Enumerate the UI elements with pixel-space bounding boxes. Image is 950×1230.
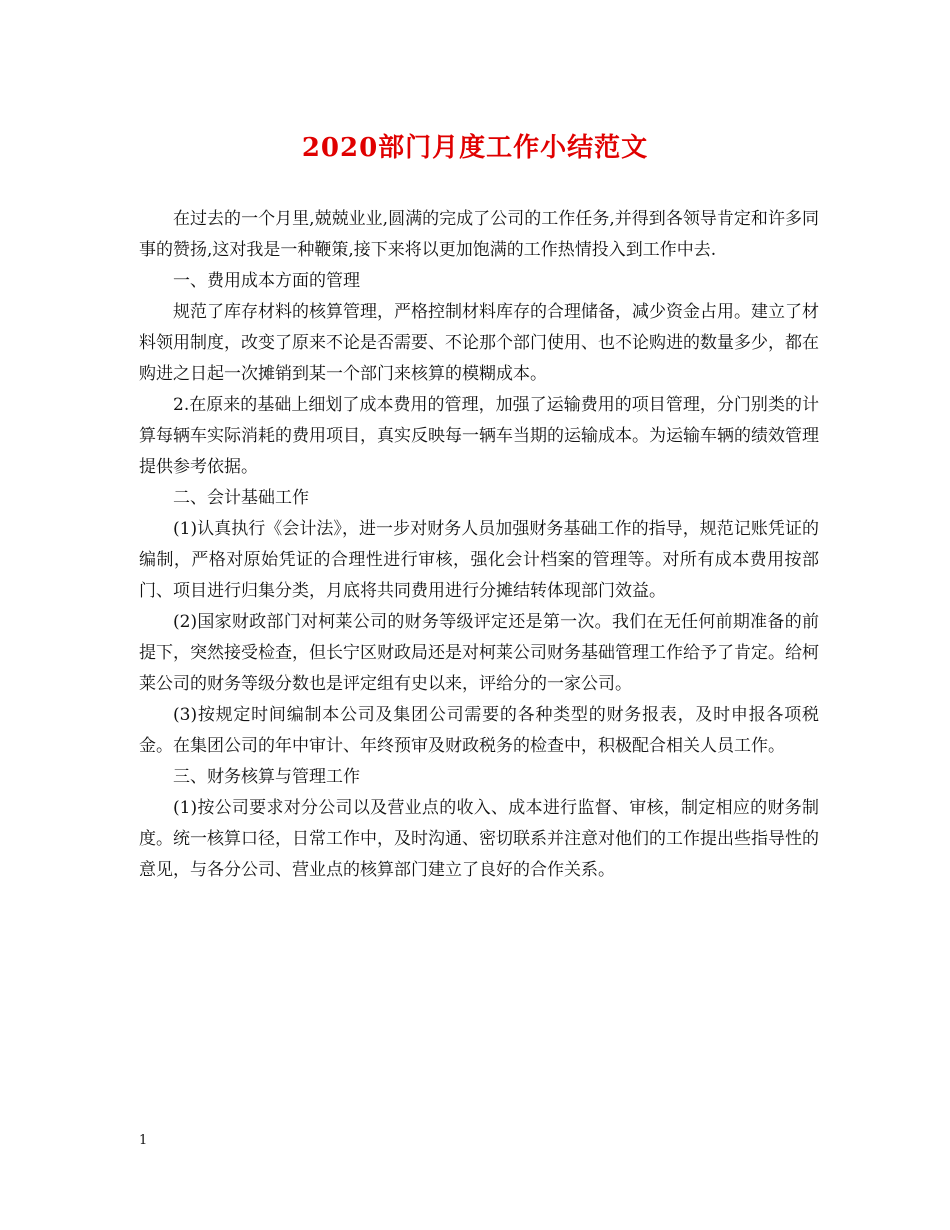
paragraph-intro: 在过去的一个月里,兢兢业业,圆满的完成了公司的工作任务,并得到各领导肯定和许多同事的赞扬,这对我是一种鞭策,接下来将以更加饱满的工作热情投入到工作中去. xyxy=(139,209,819,260)
page-number: 1 xyxy=(139,1133,148,1148)
paragraph-reports-taxes: (3)按规定时间编制本公司及集团公司需要的各种类型的财务报表，及时申报各项税金。在集团公司的年中审计、年终预审及财政税务的检查中，积极配合相关人员工作。 xyxy=(139,705,819,756)
paragraph-inventory: 规范了库存材料的核算管理，严格控制材料库存的合理储备，减少资金占用。建立了材料领用制度，改变了原来不论是否需要、不论那个部门使用、也不论购进的数量多少，都在购进之日起一次摊销到某一个部门来核算的模糊成本。 xyxy=(139,302,819,384)
section-heading-finance: 三、财务核算与管理工作 xyxy=(173,767,360,787)
paragraph-accounting-law: (1)认真执行《会计法》，进一步对财务人员加强财务基础工作的指导，规范记账凭证的编制，严格对原始凭证的合理性进行审核，强化会计档案的管理等。对所有成本费用按部门、项目进行归集分类，月底将共同费用进行分摊结转体现部门效益。 xyxy=(139,519,819,601)
paragraph-branch-supervision: (1)按公司要求对分公司以及营业点的收入、成本进行监督、审核，制定相应的财务制度。统一核算口径，日常工作中，及时沟通、密切联系并注意对他们的工作提出些指导性的意见，与各分公司、营业点的核算部门建立了良好的合作关系。 xyxy=(139,798,819,880)
section-heading-accounting: 二、会计基础工作 xyxy=(173,488,309,508)
paragraph-transport-cost: 2.在原来的基础上细划了成本费用的管理，加强了运输费用的项目管理，分门别类的计算每辆车实际消耗的费用项目，真实反映每一辆车当期的运输成本。为运输车辆的绩效管理提供参考依据。 xyxy=(139,395,819,477)
section-heading-cost: 一、费用成本方面的管理 xyxy=(173,271,360,291)
paragraph-financial-rating: (2)国家财政部门对柯莱公司的财务等级评定还是第一次。我们在无任何前期准备的前提下，突然接受检查，但长宁区财政局还是对柯莱公司财务基础管理工作给予了肯定。给柯莱公司的财务等级分数也是评定组有史以来，评给分的一家公司。 xyxy=(139,612,819,694)
document-title: 2020部门月度工作小结范文 xyxy=(301,133,649,163)
document-body xyxy=(139,204,819,886)
